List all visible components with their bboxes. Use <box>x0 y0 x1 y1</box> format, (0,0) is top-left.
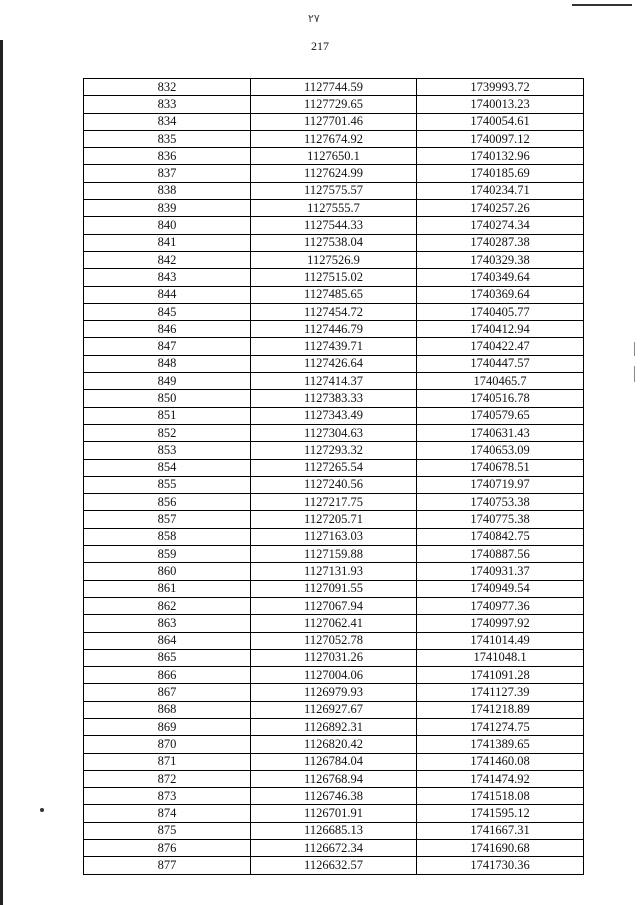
scan-speck <box>40 808 44 812</box>
table-row <box>84 563 584 580</box>
point-number-cell: 865 <box>84 649 251 666</box>
table-row <box>84 373 584 390</box>
point-number-cell: 869 <box>84 718 251 735</box>
table-row <box>84 718 584 735</box>
x-coordinate-cell: 1127575.57 <box>251 182 417 199</box>
y-coordinate-cell: 1740949.54 <box>417 580 584 597</box>
y-coordinate-cell: 1740274.34 <box>417 217 584 234</box>
table-row <box>84 96 584 113</box>
y-coordinate-cell: 1741667.31 <box>417 822 584 839</box>
table-row <box>84 770 584 787</box>
x-coordinate-cell: 1127674.92 <box>251 130 417 147</box>
x-coordinate-cell: 1127163.03 <box>251 528 417 545</box>
table-row <box>84 632 584 649</box>
point-number-cell: 838 <box>84 182 251 199</box>
table-row <box>84 234 584 251</box>
table-row <box>84 528 584 545</box>
x-coordinate-cell: 1126979.93 <box>251 684 417 701</box>
x-coordinate-cell: 1127304.63 <box>251 424 417 441</box>
table-row <box>84 667 584 684</box>
x-coordinate-cell: 1127205.71 <box>251 511 417 528</box>
y-coordinate-cell: 1741518.08 <box>417 788 584 805</box>
y-coordinate-cell: 1740653.09 <box>417 442 584 459</box>
y-coordinate-cell: 1740447.57 <box>417 355 584 372</box>
table-row <box>84 476 584 493</box>
table-row <box>84 546 584 563</box>
y-coordinate-cell: 1741730.36 <box>417 857 584 874</box>
table-row <box>84 857 584 874</box>
table-row <box>84 130 584 147</box>
point-number-cell: 870 <box>84 736 251 753</box>
point-number-cell: 871 <box>84 753 251 770</box>
table-row <box>84 649 584 666</box>
x-coordinate-cell: 1126632.57 <box>251 857 417 874</box>
table-row <box>84 701 584 718</box>
table-row <box>84 286 584 303</box>
point-number-cell: 875 <box>84 822 251 839</box>
y-coordinate-cell: 1740369.64 <box>417 286 584 303</box>
x-coordinate-cell: 1127052.78 <box>251 632 417 649</box>
table-row <box>84 251 584 268</box>
point-number-cell: 841 <box>84 234 251 251</box>
point-number-cell: 856 <box>84 494 251 511</box>
scan-edge-bar <box>0 40 3 905</box>
x-coordinate-cell: 1127544.33 <box>251 217 417 234</box>
table-row <box>84 511 584 528</box>
y-coordinate-cell: 1740132.96 <box>417 148 584 165</box>
x-coordinate-cell: 1126784.04 <box>251 753 417 770</box>
x-coordinate-cell: 1127265.54 <box>251 459 417 476</box>
y-coordinate-cell: 1740287.38 <box>417 234 584 251</box>
header-mark: ٢٧ <box>308 13 320 25</box>
y-coordinate-cell: 1740842.75 <box>417 528 584 545</box>
point-number-cell: 848 <box>84 355 251 372</box>
y-coordinate-cell: 1741474.92 <box>417 770 584 787</box>
y-coordinate-cell: 1740887.56 <box>417 546 584 563</box>
y-coordinate-cell: 1740931.37 <box>417 563 584 580</box>
scan-margin-mark <box>634 342 635 356</box>
y-coordinate-cell: 1741595.12 <box>417 805 584 822</box>
x-coordinate-cell: 1126927.67 <box>251 701 417 718</box>
table-row <box>84 321 584 338</box>
y-coordinate-cell: 1740329.38 <box>417 251 584 268</box>
x-coordinate-cell: 1126685.13 <box>251 822 417 839</box>
y-coordinate-cell: 1740678.51 <box>417 459 584 476</box>
y-coordinate-cell: 1740775.38 <box>417 511 584 528</box>
point-number-cell: 836 <box>84 148 251 165</box>
table-row <box>84 217 584 234</box>
y-coordinate-cell: 1740234.71 <box>417 182 584 199</box>
point-number-cell: 846 <box>84 321 251 338</box>
point-number-cell: 863 <box>84 615 251 632</box>
table-row <box>84 597 584 614</box>
table-row <box>84 459 584 476</box>
x-coordinate-cell: 1126820.42 <box>251 736 417 753</box>
y-coordinate-cell: 1740465.7 <box>417 373 584 390</box>
table-row <box>84 79 584 96</box>
x-coordinate-cell: 1127426.64 <box>251 355 417 372</box>
point-number-cell: 864 <box>84 632 251 649</box>
y-coordinate-cell: 1740405.77 <box>417 303 584 320</box>
table-row <box>84 148 584 165</box>
point-number-cell: 845 <box>84 303 251 320</box>
x-coordinate-cell: 1127515.02 <box>251 269 417 286</box>
x-coordinate-cell: 1127031.26 <box>251 649 417 666</box>
point-number-cell: 866 <box>84 667 251 684</box>
point-number-cell: 853 <box>84 442 251 459</box>
scan-top-rule <box>572 4 632 6</box>
x-coordinate-cell: 1127091.55 <box>251 580 417 597</box>
table-row <box>84 200 584 217</box>
y-coordinate-cell: 1740257.26 <box>417 200 584 217</box>
table-row <box>84 338 584 355</box>
point-number-cell: 835 <box>84 130 251 147</box>
point-number-cell: 868 <box>84 701 251 718</box>
point-number-cell: 847 <box>84 338 251 355</box>
x-coordinate-cell: 1126892.31 <box>251 718 417 735</box>
point-number-cell: 837 <box>84 165 251 182</box>
x-coordinate-cell: 1126701.91 <box>251 805 417 822</box>
table-row <box>84 615 584 632</box>
x-coordinate-cell: 1126768.94 <box>251 770 417 787</box>
x-coordinate-cell: 1127454.72 <box>251 303 417 320</box>
table-row <box>84 165 584 182</box>
y-coordinate-cell: 1741014.49 <box>417 632 584 649</box>
y-coordinate-cell: 1740753.38 <box>417 494 584 511</box>
point-number-cell: 876 <box>84 840 251 857</box>
point-number-cell: 834 <box>84 113 251 130</box>
table-row <box>84 580 584 597</box>
x-coordinate-cell: 1127004.06 <box>251 667 417 684</box>
point-number-cell: 867 <box>84 684 251 701</box>
x-coordinate-cell: 1127240.56 <box>251 476 417 493</box>
y-coordinate-cell: 1740631.43 <box>417 424 584 441</box>
table-row <box>84 822 584 839</box>
table-row <box>84 684 584 701</box>
x-coordinate-cell: 1127217.75 <box>251 494 417 511</box>
point-number-cell: 857 <box>84 511 251 528</box>
coordinates-table-body <box>84 79 584 875</box>
point-number-cell: 849 <box>84 373 251 390</box>
y-coordinate-cell: 1740185.69 <box>417 165 584 182</box>
point-number-cell: 850 <box>84 390 251 407</box>
page-number: 217 <box>311 39 329 53</box>
x-coordinate-cell: 1127538.04 <box>251 234 417 251</box>
table-row <box>84 442 584 459</box>
x-coordinate-cell: 1127383.33 <box>251 390 417 407</box>
x-coordinate-cell: 1127062.41 <box>251 615 417 632</box>
y-coordinate-cell: 1740412.94 <box>417 321 584 338</box>
point-number-cell: 854 <box>84 459 251 476</box>
table-row <box>84 805 584 822</box>
scan-margin-mark <box>634 366 635 382</box>
x-coordinate-cell: 1127526.9 <box>251 251 417 268</box>
point-number-cell: 859 <box>84 546 251 563</box>
y-coordinate-cell: 1740977.36 <box>417 597 584 614</box>
y-coordinate-cell: 1740997.92 <box>417 615 584 632</box>
point-number-cell: 842 <box>84 251 251 268</box>
point-number-cell: 851 <box>84 407 251 424</box>
point-number-cell: 833 <box>84 96 251 113</box>
x-coordinate-cell: 1127159.88 <box>251 546 417 563</box>
x-coordinate-cell: 1127729.65 <box>251 96 417 113</box>
point-number-cell: 862 <box>84 597 251 614</box>
y-coordinate-cell: 1740579.65 <box>417 407 584 424</box>
x-coordinate-cell: 1127343.49 <box>251 407 417 424</box>
y-coordinate-cell: 1740054.61 <box>417 113 584 130</box>
point-number-cell: 843 <box>84 269 251 286</box>
x-coordinate-cell: 1127439.71 <box>251 338 417 355</box>
x-coordinate-cell: 1127650.1 <box>251 148 417 165</box>
y-coordinate-cell: 1741218.89 <box>417 701 584 718</box>
y-coordinate-cell: 1739993.72 <box>417 79 584 96</box>
y-coordinate-cell: 1740097.12 <box>417 130 584 147</box>
y-coordinate-cell: 1741274.75 <box>417 718 584 735</box>
point-number-cell: 872 <box>84 770 251 787</box>
table-row <box>84 840 584 857</box>
table-row <box>84 269 584 286</box>
point-number-cell: 860 <box>84 563 251 580</box>
y-coordinate-cell: 1740719.97 <box>417 476 584 493</box>
y-coordinate-cell: 1741690.68 <box>417 840 584 857</box>
point-number-cell: 877 <box>84 857 251 874</box>
table-row <box>84 182 584 199</box>
x-coordinate-cell: 1127414.37 <box>251 373 417 390</box>
point-number-cell: 839 <box>84 200 251 217</box>
point-number-cell: 852 <box>84 424 251 441</box>
table-row <box>84 390 584 407</box>
point-number-cell: 858 <box>84 528 251 545</box>
point-number-cell: 874 <box>84 805 251 822</box>
x-coordinate-cell: 1126746.38 <box>251 788 417 805</box>
y-coordinate-cell: 1741048.1 <box>417 649 584 666</box>
y-coordinate-cell: 1741091.28 <box>417 667 584 684</box>
y-coordinate-cell: 1741389.65 <box>417 736 584 753</box>
y-coordinate-cell: 1741127.39 <box>417 684 584 701</box>
table-row <box>84 355 584 372</box>
y-coordinate-cell: 1741460.08 <box>417 753 584 770</box>
x-coordinate-cell: 1127701.46 <box>251 113 417 130</box>
x-coordinate-cell: 1127744.59 <box>251 79 417 96</box>
y-coordinate-cell: 1740422.47 <box>417 338 584 355</box>
point-number-cell: 873 <box>84 788 251 805</box>
x-coordinate-cell: 1127555.7 <box>251 200 417 217</box>
table-row <box>84 113 584 130</box>
table-row <box>84 753 584 770</box>
y-coordinate-cell: 1740013.23 <box>417 96 584 113</box>
point-number-cell: 861 <box>84 580 251 597</box>
table-row <box>84 424 584 441</box>
y-coordinate-cell: 1740516.78 <box>417 390 584 407</box>
table-row <box>84 788 584 805</box>
table-row <box>84 494 584 511</box>
x-coordinate-cell: 1127446.79 <box>251 321 417 338</box>
table-row <box>84 303 584 320</box>
point-number-cell: 832 <box>84 79 251 96</box>
x-coordinate-cell: 1126672.34 <box>251 840 417 857</box>
x-coordinate-cell: 1127485.65 <box>251 286 417 303</box>
x-coordinate-cell: 1127067.94 <box>251 597 417 614</box>
point-number-cell: 855 <box>84 476 251 493</box>
coordinates-table <box>83 78 584 875</box>
point-number-cell: 840 <box>84 217 251 234</box>
x-coordinate-cell: 1127131.93 <box>251 563 417 580</box>
table-row <box>84 736 584 753</box>
x-coordinate-cell: 1127624.99 <box>251 165 417 182</box>
point-number-cell: 844 <box>84 286 251 303</box>
y-coordinate-cell: 1740349.64 <box>417 269 584 286</box>
x-coordinate-cell: 1127293.32 <box>251 442 417 459</box>
table-row <box>84 407 584 424</box>
